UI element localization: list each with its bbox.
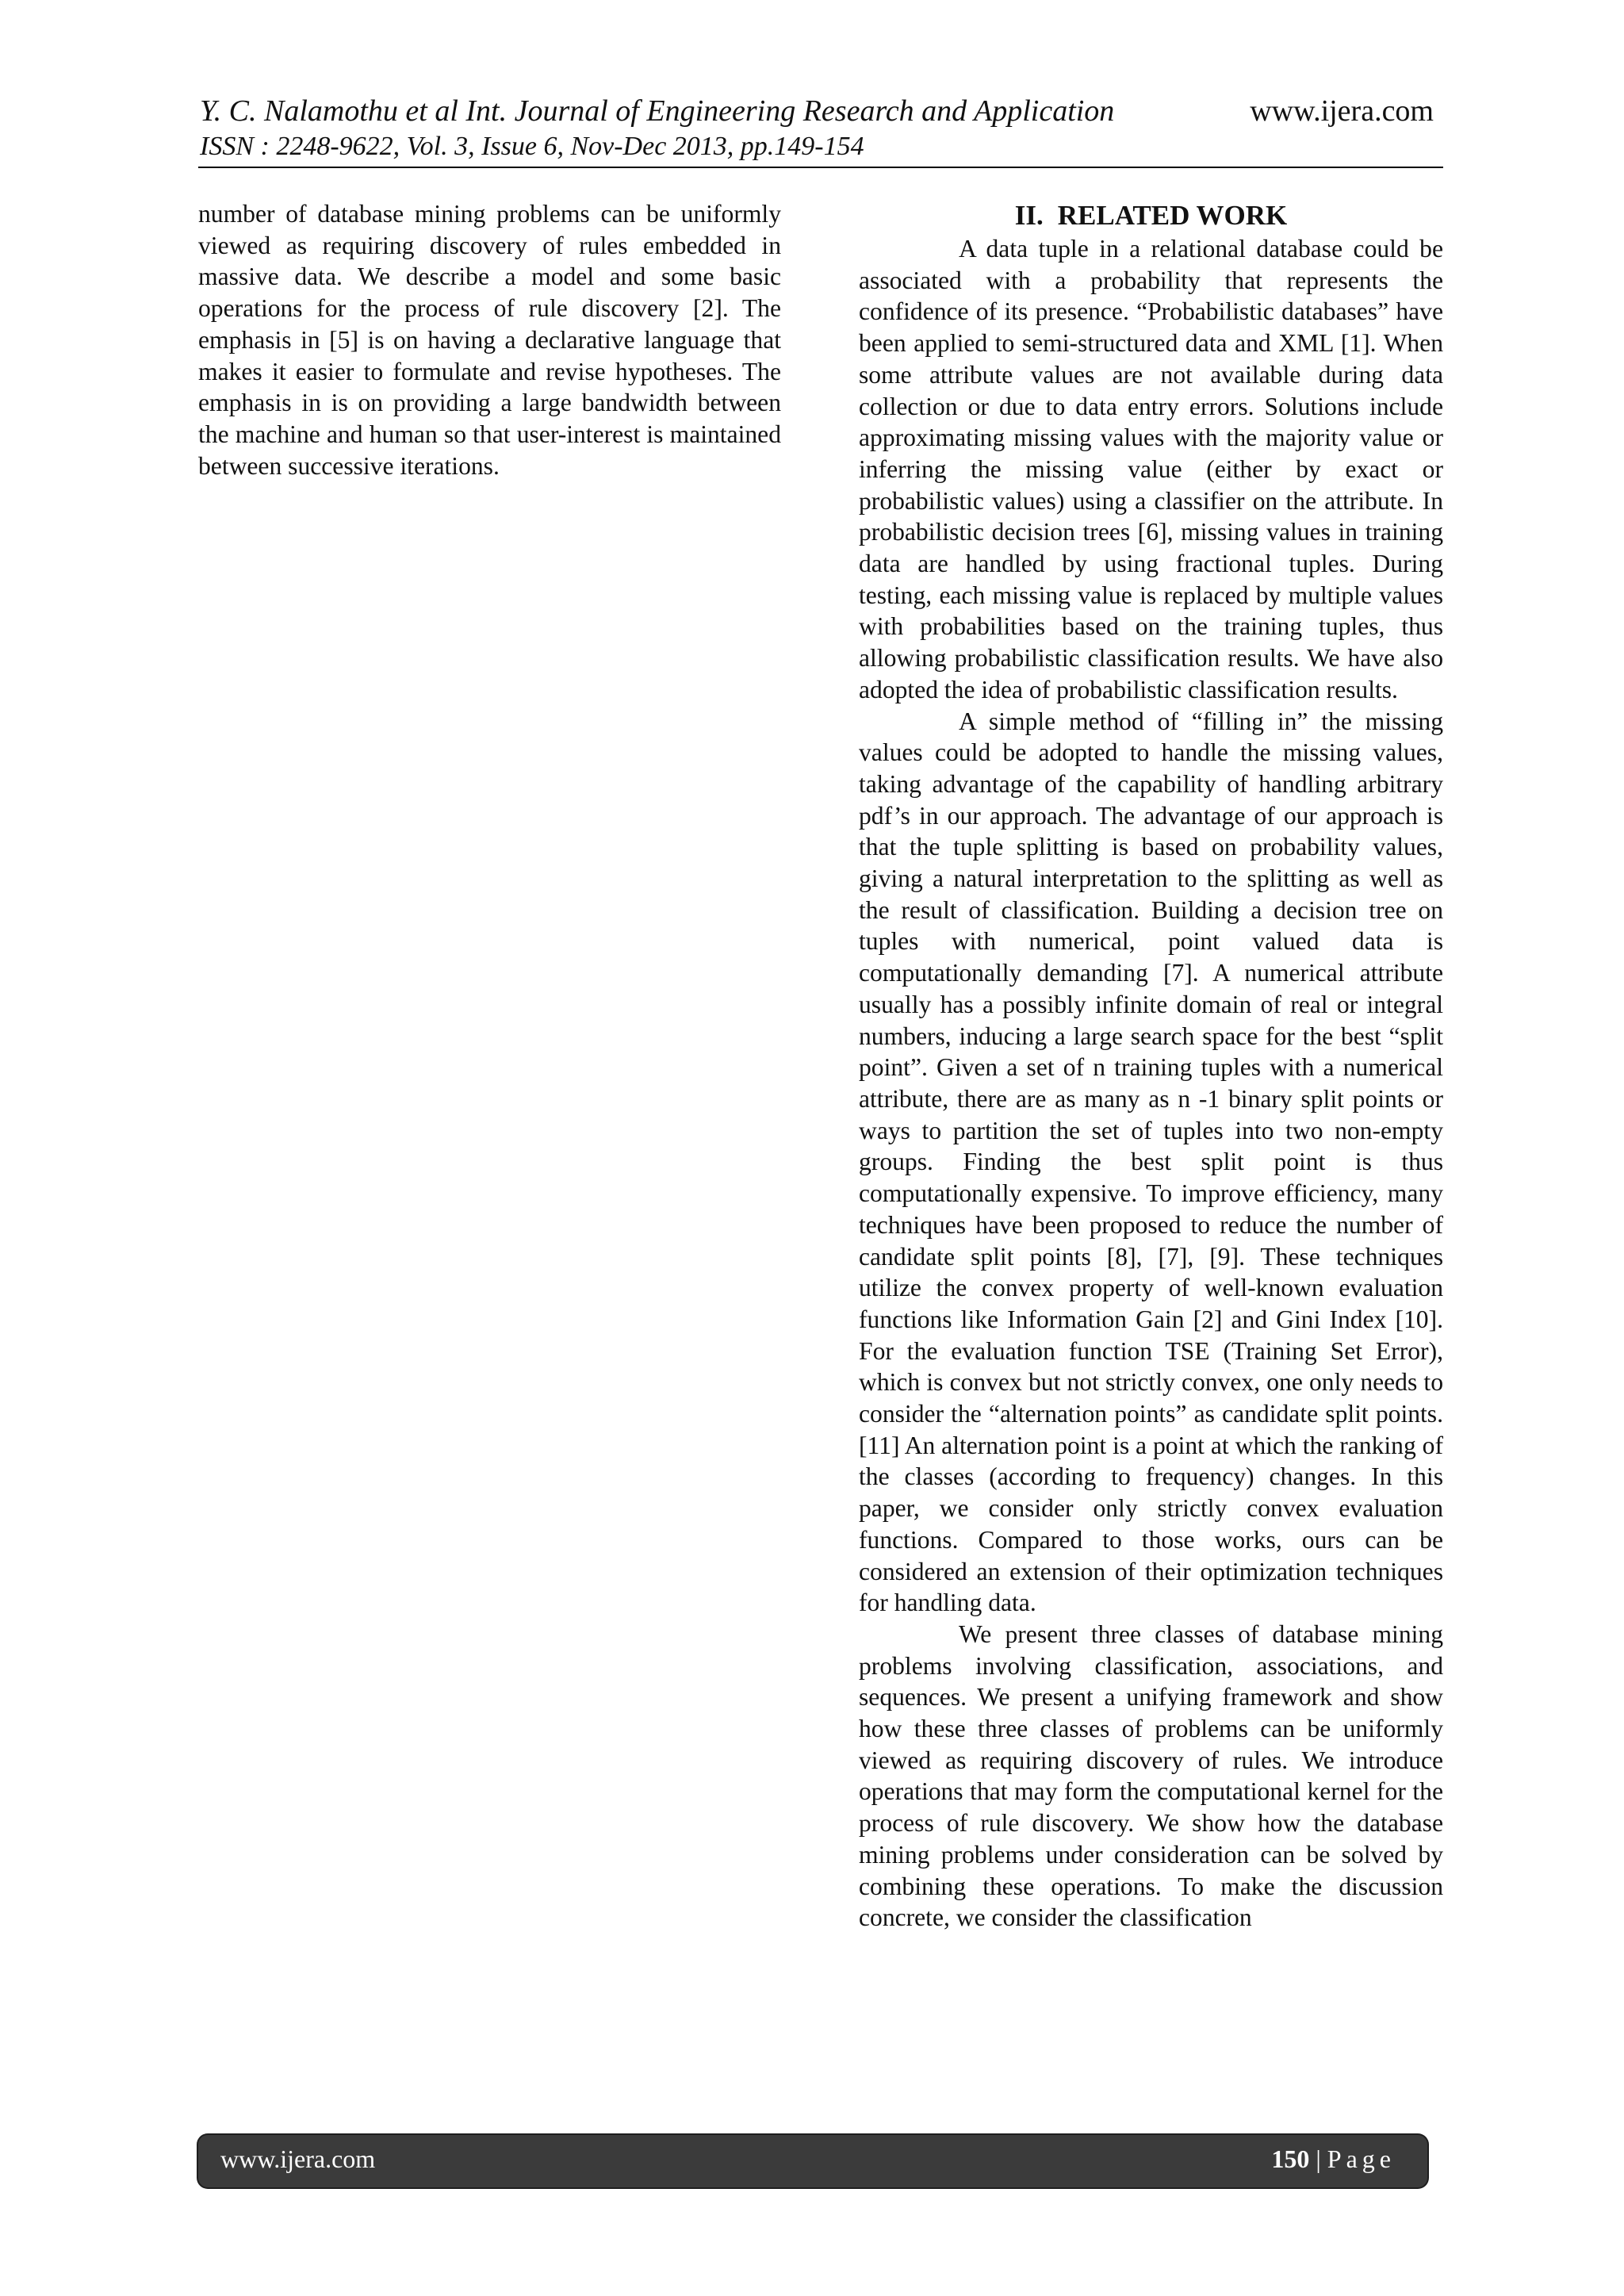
page-separator: |	[1316, 2145, 1321, 2173]
running-header	[198, 94, 1443, 161]
page-number: 150	[1271, 2145, 1310, 2173]
body-paragraph: We present three classes of database mining problems involving classification, associations, and sequences. We present a unifying framework and show how these three classes of problems can be uniformly viewed as requiring discovery of rules. We introduce operations that may form the computational kernel for the process of rule discovery. We show how the database mining problems under consideration can be solved by combining these operations. To make the discussion concrete, we consider the classification	[859, 1619, 1443, 1932]
header-line	[198, 94, 1443, 128]
header-rule	[198, 167, 1443, 168]
page-label: Page	[1327, 2145, 1396, 2173]
page-indicator	[1271, 2145, 1396, 2174]
issn-line: ISSN : 2248-9622, Vol. 3, Issue 6, Nov-Dec 2013, pp.149-154	[200, 132, 864, 161]
journal-url[interactable]: www.ijera.com	[1250, 94, 1434, 128]
section-heading	[859, 198, 1443, 233]
section-title: RELATED WORK	[1057, 200, 1288, 231]
journal-title: Y. C. Nalamothu et al Int. Journal of Engineering Research and Application	[200, 94, 1115, 128]
footer-url[interactable]: www.ijera.com	[220, 2145, 376, 2173]
page-footer	[198, 2135, 1427, 2187]
left-column	[198, 198, 781, 481]
section-number: II.	[1014, 200, 1044, 231]
body-paragraph: A simple method of “filling in” the missing values could be adopted to handle the missing values, taking advantage of the capability of handling arbitrary pdf’s in our approach. The advantage of our approach is that the tuple splitting is based on probability values, giving a natural interpretation to the splitting as well as the result of classification. Building a decision tree on tuples with numerical, point valued data is computationally demanding [7]. A numerical attribute usually has a possibly infinite domain of real or integral numbers, inducing a large search space for the best “split point”. Given a set of n training tuples with a numerical attribute, there are as many as n -1 binary split points or ways to partition the set of tuples into two non-empty groups. Finding the best split point is thus computationally expensive. To improve efficiency, many techniques have been proposed to reduce the number of candidate split points [8], [7], [9]. These techniques utilize the convex property of well-known evaluation functions like Information Gain [2] and Gini Index [10]. For the evaluation function TSE (Training Set Error), which is convex but not strictly convex, one only needs to consider the “alternation points” as candidate split points.[11] An alternation point is a point at which the ranking of the classes (according to frequency) changes. In this paper, we consider only strictly convex evaluation functions. Compared to those works, ours can be considered an extension of their optimization techniques for handling data.	[859, 707, 1443, 1617]
body-paragraph: A data tuple in a relational database could be associated with a probability that represents the confidence of its presence. “Probabilistic databases” have been applied to semi-structured data and XML [1]. When some attribute values are not available during data collection or due to data entry errors. Solutions include approximating missing values with the majority value or inferring the missing value (either by exact or probabilistic values) using a classifier on the attribute. In probabilistic decision trees [6], missing values in training data are handled by using fractional tuples. During testing, each missing value is replaced by multiple values with probabilities based on the training tuples, thus allowing probabilistic classification results. We have also adopted the idea of probabilistic classification results.	[859, 235, 1443, 703]
body-paragraph: number of database mining problems can be uniformly viewed as requiring discovery of rules embedded in massive data. We describe a model and some basic operations for the process of rule discovery [2]. The emphasis in [5] is on having a declarative language that makes it easier to formulate and revise hypotheses. The emphasis in is on providing a large bandwidth between the machine and human so that user-interest is maintained between successive iterations.	[198, 200, 781, 480]
right-column	[859, 233, 1443, 1934]
